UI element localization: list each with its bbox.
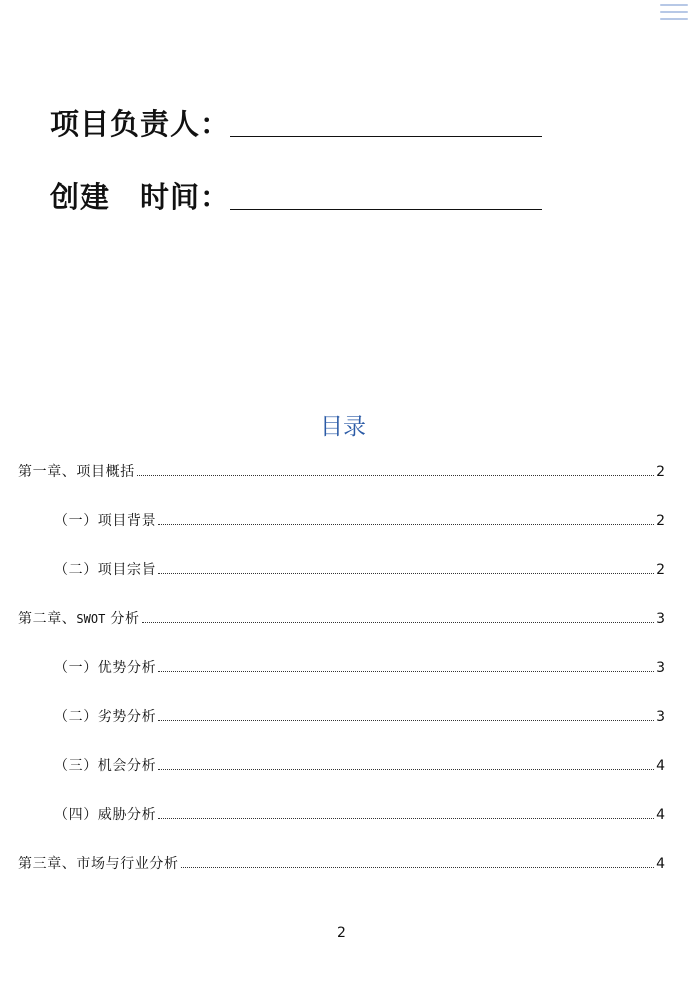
project-owner-blank: [230, 135, 542, 137]
toc-entry-chapter-3[interactable]: [18, 854, 665, 903]
menu-icon[interactable]: [660, 4, 688, 22]
toc-entry-label: （一）优势分析: [54, 660, 157, 676]
creation-time-field: [50, 180, 542, 214]
toc-entry-chapter-1[interactable]: [18, 462, 665, 511]
toc-entry-label: 第一章、项目概括: [18, 464, 135, 480]
toc-leader-dots: [142, 621, 655, 623]
toc-entry-label: （一）项目背景: [54, 513, 157, 529]
toc-entry-chapter-2[interactable]: [18, 609, 665, 658]
toc-entry-2-2[interactable]: [18, 707, 665, 756]
creation-time-blank: [230, 208, 542, 210]
toc-entry-page: 2: [656, 513, 665, 529]
toc-entry-label: [18, 609, 140, 629]
creation-time-label: 创建 时间：: [50, 180, 231, 214]
toc-leader-dots: [137, 474, 654, 476]
toc-entry-page: 2: [656, 562, 665, 578]
toc-title: 目录: [320, 414, 366, 440]
toc-entry-page: 3: [656, 660, 665, 676]
project-owner-field: [50, 107, 542, 141]
page-number: 2: [337, 925, 346, 941]
toc-entry-page: 4: [656, 758, 665, 774]
toc-entry-label: （四）威胁分析: [54, 807, 157, 823]
toc-leader-dots: [158, 719, 654, 721]
toc-label-prefix: 第二章、: [18, 611, 77, 627]
toc-leader-dots: [158, 817, 654, 819]
toc-entry-label: （三）机会分析: [54, 758, 157, 774]
toc-entry-1-2[interactable]: [18, 560, 665, 609]
toc-entry-page: 3: [656, 611, 665, 627]
toc-entry-label: （二）项目宗旨: [54, 562, 157, 578]
toc-entry-page: 2: [656, 464, 665, 480]
toc-leader-dots: [158, 768, 654, 770]
toc-entry-2-4[interactable]: [18, 805, 665, 854]
toc-leader-dots: [181, 866, 654, 868]
toc-label-suffix: 分析: [105, 611, 140, 627]
toc-entry-1-1[interactable]: [18, 511, 665, 560]
toc-leader-dots: [158, 523, 654, 525]
toc-label-swot: SWOT: [76, 612, 106, 626]
toc-entry-label: 第三章、市场与行业分析: [18, 856, 179, 872]
table-of-contents: [18, 462, 665, 903]
project-owner-label: 项目负责人：: [50, 107, 231, 141]
toc-entry-2-3[interactable]: [18, 756, 665, 805]
toc-entry-2-1[interactable]: [18, 658, 665, 707]
toc-entry-label: （二）劣势分析: [54, 709, 157, 725]
toc-entry-page: 3: [656, 709, 665, 725]
toc-entry-page: 4: [656, 807, 665, 823]
toc-leader-dots: [158, 670, 654, 672]
toc-leader-dots: [158, 572, 654, 574]
toc-entry-page: 4: [656, 856, 665, 872]
